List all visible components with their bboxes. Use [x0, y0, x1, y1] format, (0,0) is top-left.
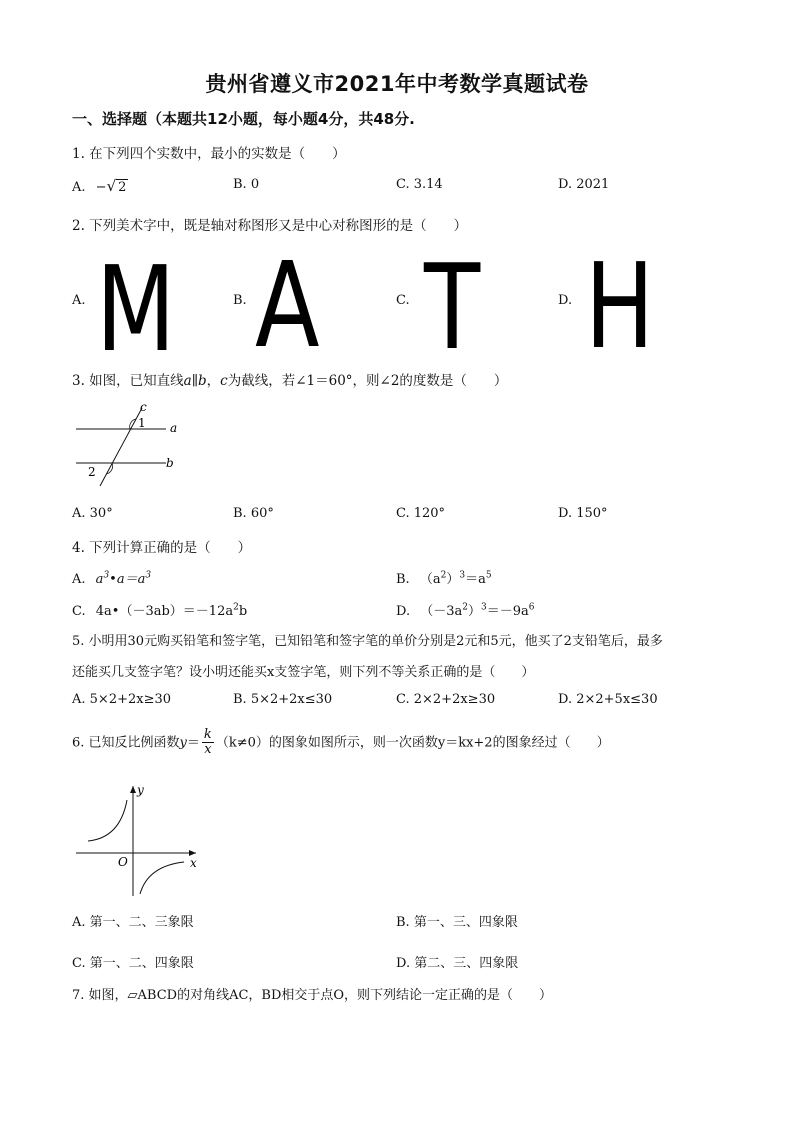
- q6-option-a[interactable]: A. 第一、二、三象限: [72, 915, 194, 930]
- q2-letter-t: T: [424, 238, 481, 376]
- label-angle-2: 2: [88, 465, 96, 479]
- q3-option-a[interactable]: A. 30°: [72, 506, 113, 521]
- label-angle-1: 1: [138, 416, 146, 430]
- q3-option-d[interactable]: D. 150°: [558, 506, 608, 521]
- q1-option-c[interactable]: C. 3.14: [396, 177, 443, 192]
- question-5-stem-line-1: 5. 小明用30元购买铅笔和签字笔，已知铅笔和签字笔的单价分别是2元和5元，他买了2支铅笔后，最多: [72, 634, 663, 649]
- q6-inverse-function-graph: [70, 778, 210, 898]
- label-origin: O: [118, 855, 128, 869]
- question-7-stem: 7. 如图，▱ABCD的对角线AC，BD相交于点O，则下列结论一定正确的是（ ）: [72, 988, 553, 1003]
- q4-option-c[interactable]: C. $4a•(-3ab)=-12a^2b$: [72, 602, 248, 619]
- label-a: a: [170, 421, 178, 435]
- page-title: 贵州省遵义市2021年中考数学真题试卷: [205, 72, 589, 96]
- q1-option-b[interactable]: B. 0: [233, 177, 260, 192]
- label-c: c: [140, 400, 147, 414]
- y-axis-arrow: [130, 786, 136, 793]
- question-5-stem-line-2: 还能买几支签字笔？设小明还能买x支签字笔，则下列不等关系正确的是（ ）: [72, 665, 535, 680]
- q4-option-a[interactable]: A. $a^3•a=a^3$: [72, 570, 152, 587]
- q3-option-c[interactable]: C. 120°: [396, 506, 446, 521]
- question-2-stem: 2. 下列美术字中，既是轴对称图形又是中心对称图形的是（ ）: [72, 218, 468, 234]
- fraction-k-over-x: $\frac{k}{x}$: [203, 727, 212, 758]
- question-4-stem: 4. 下列计算正确的是（ ）: [72, 540, 252, 556]
- q5-option-a[interactable]: A. 5×2+2x≥30: [72, 692, 172, 707]
- q3-option-b[interactable]: B. 60°: [233, 506, 274, 521]
- q6-option-d[interactable]: D. 第二、三、四象限: [396, 956, 519, 971]
- hyperbola-branch-q2: [88, 800, 127, 841]
- question-6-stem: 6. 已知反比例函数y＝ $\frac{k}{x}$ （k≠0）的图象如图所示，则一次函数y＝kx+2的图象经过（ ）: [72, 727, 610, 758]
- hyperbola-branch-q4: [140, 862, 184, 894]
- question-1-stem: 1. 在下列四个实数中，最小的实数是（ ）: [72, 146, 346, 162]
- section-heading: 一、选择题（本题共12小题，每小题4分，共48分.: [72, 110, 415, 128]
- q6-option-b[interactable]: B. 第一、三、四象限: [396, 915, 518, 930]
- q4-option-d[interactable]: D. $(-3a^2)^3=-9a^6$: [396, 602, 535, 619]
- q1-option-d[interactable]: D. 2021: [558, 177, 610, 192]
- q2-option-a-label[interactable]: A.: [72, 293, 86, 308]
- q2-option-b-label[interactable]: B.: [233, 293, 247, 308]
- q2-letter-m: M: [96, 240, 176, 378]
- q1-option-a[interactable]: A. −√ 2: [72, 177, 127, 195]
- q2-option-d-label[interactable]: D.: [558, 293, 573, 308]
- q5-option-d[interactable]: D. 2×2+5x≤30: [558, 692, 658, 707]
- q6-option-c[interactable]: C. 第一、二、四象限: [72, 956, 194, 971]
- q5-option-c[interactable]: C. 2×2+2x≥30: [396, 692, 496, 707]
- label-b: b: [166, 456, 174, 470]
- q3-parallel-lines-figure: [70, 398, 200, 498]
- q2-letter-h: H: [585, 237, 655, 375]
- q4-option-b[interactable]: B. $(a^2)^3=a^5$: [396, 570, 492, 587]
- q2-letter-a: A: [255, 236, 320, 374]
- label-x: x: [190, 856, 197, 870]
- question-3-stem: 3. 如图，已知直线a∥b，c为截线，若∠1＝60°，则∠2的度数是（ ）: [72, 373, 508, 389]
- label-y: y: [137, 783, 144, 797]
- q5-option-b[interactable]: B. 5×2+2x≤30: [233, 692, 333, 707]
- q2-option-c-label[interactable]: C.: [396, 293, 410, 308]
